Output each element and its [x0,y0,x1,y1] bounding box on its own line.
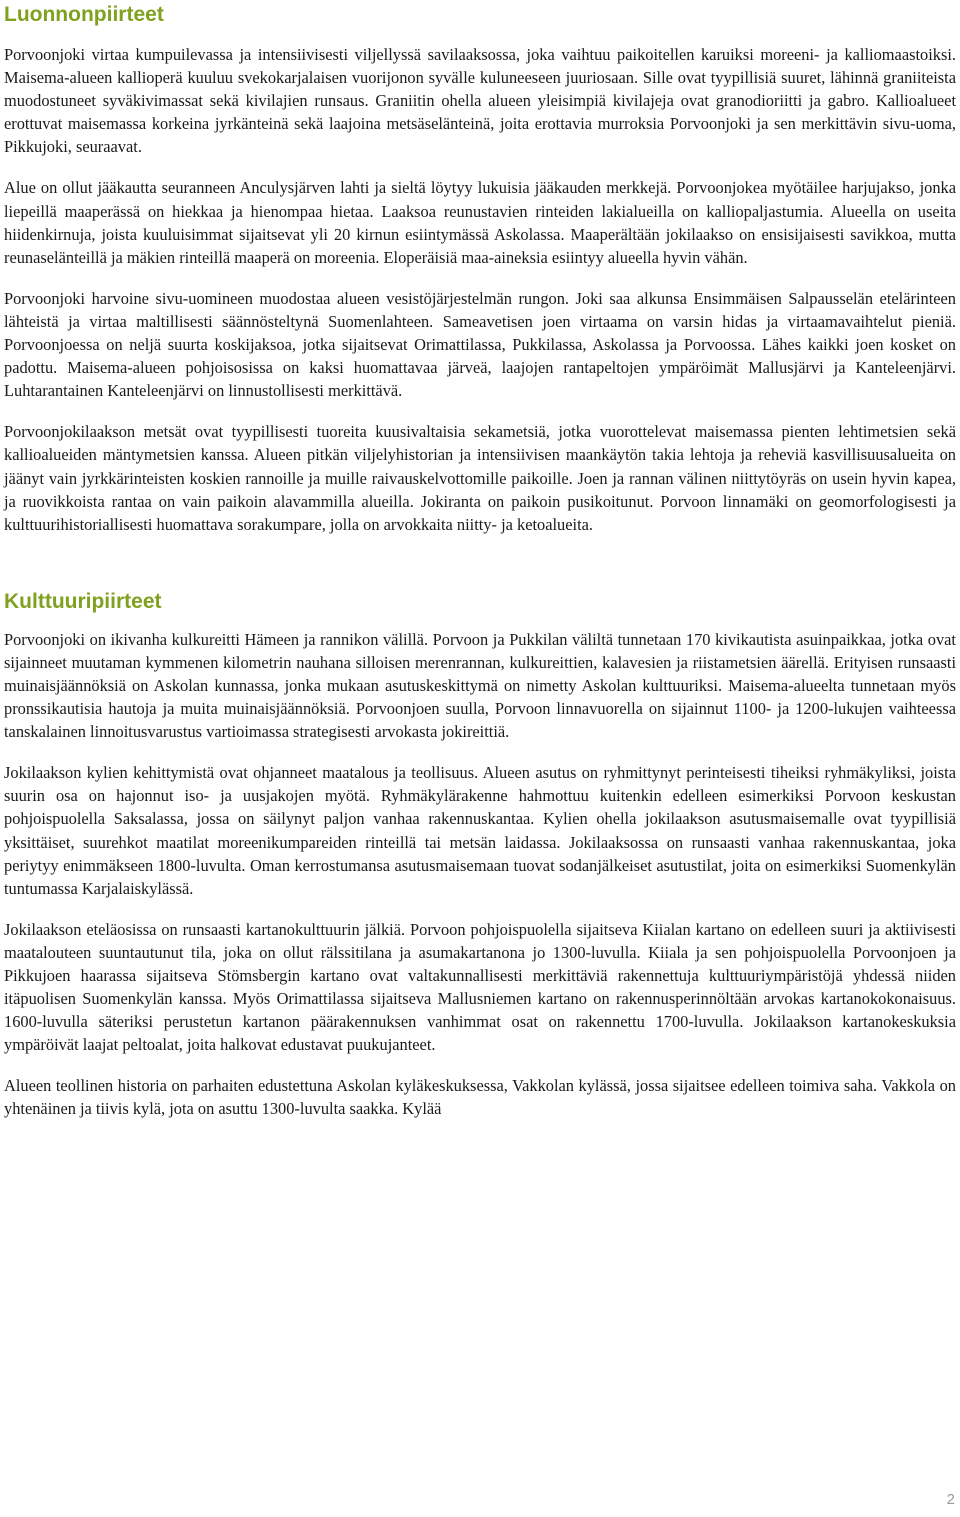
page-number: 2 [946,1491,955,1508]
paragraph-nature-1: Porvoonjoki virtaa kumpuilevassa ja intensiivisesti viljellyssä savilaaksossa, joka vaihtuu paikoitellen karuiksi moreeni- ja kalliomaastoiksi. Maisema-alueen kallioperä kuuluu svekokarjalaisen vuorijonon syvälle kuluneeseen juuriosaan. Sille ovat tyypillisiä suuret, lähinnä graniiteista muodostuneet syväkivimassat sekä kivilajien runsaus. Graniitin ohella alueen yleisimpiä kivilajeja ovat granodioriitti ja gabro. Kallioalueet erottuvat maisemassa korkeina jyrkänteinä sekä laajoina metsäselänteinä, joita erottavia murroksia Porvoonjoki ja sen merkittävin sivu-uoma, Pikkujoki, seuraavat. [4,45,956,157]
paragraph-culture-4: Alueen teollinen historia on parhaiten edustettuna Askolan kyläkeskuksessa, Vakkolan kylässä, jossa sijaitsee edelleen toimiva saha. Vakkola on yhtenäinen ja tiivis kylä, jota on asuttu 1300-luvulta saakka. Kylää [4,1076,956,1119]
paragraph-nature-4: Porvoonjokilaakson metsät ovat tyypillisesti tuoreita kuusivaltaisia sekametsiä, jotka vuorottelevat maisemassa pienten lehtimetsien sekä kallioalueiden mäntymetsien kanssa. Alueen pitkän viljelyhistorian ja intensiivisen maankäytön takia lehtoja ja reheviä kasvillisuusalueita on jäänyt vain jyrkkärinteisten koskien rannoille ja muille raivauskelvottomille paikoille. Joen ja rannan välinen niittytöyräs on usein hyvin kapea, ja ruovikkoista rantaa on vain paikoin alavammilla alueilla. Jokiranta on paikoin pusikoitunut. Porvoon linnamäki on geomorfologisesti ja kulttuurihistoriallisesti huomattava sorakumpare, jolla on arvokkaita niitty- ja ketoalueita. [4,422,956,534]
paragraph-nature-2: Alue on ollut jääkautta seuranneen Anculysjärven lahti ja sieltä löytyy lukuisia jääkauden merkkejä. Porvoonjokea myötäilee harjujakso, jonka liepeillä maaperässä on hiekkaa ja hienompaa hietaa. Laaksoa reunustavien rinteiden lakialueilla on kalliopaljastumia. Alueella on useita hiidenkirnuja, joista kuuluisimmat sijaitsevat yli 20 kirnun esiintymässä Askolassa. Maaperältään jokilaakso on ensisijaisesti savikkoa, mutta reunaselänteillä ja mäkien rinteillä maaperä on moreenia. Eloperäisiä maa-aineksia esiintyy alueella hyvin vähän. [4,178,956,267]
paragraph-nature-3: Porvoonjoki harvoine sivu-uomineen muodostaa alueen vesistöjärjestelmän rungon. Joki saa alkunsa Ensimmäisen Salpausselän etelärinteen lähteistä ja virtaa maltillisesti säännösteltynä Suomenlahteen. Sameavetisen joen virtaama on varsin hidas ja virtaamavaihtelut pieniä. Porvoonjoessa on neljä suurta koskijaksoa, jotka sijaitsevat Orimattilassa, Pukkilassa, Askolassa ja Porvoossa. Lähes kaikki joen kosket on padottu. Maisema-alueen pohjoisosissa on kaksi huomattavaa järveä, laajojen rantapeltojen ympäröimät Mallusjärvi ja Kanteleenjärvi. Luhtarantainen Kanteleenjärvi on linnustollisesti merkittävä. [4,288,956,401]
section-heading-nature: Luonnonpiirteet [4,3,164,26]
section-heading-culture: Kulttuuripiirteet [4,589,162,613]
paragraph-culture-3: Jokilaakson eteläosissa on runsaasti kartanokulttuurin jälkiä. Porvoon pohjoispuolella sijaitseva Kiialan kartano on edelleen suuri ja aktiivisesti maatalouteen suuntautunut tila, joka on ollut rälssitilana ja asumakartanona jo 1300-luvulla. Kiiala ja sen pohjoispuolella Porvoonjoen ja Pikkujoen haarassa sijaitseva Stömsbergin kartano ovat valtakunnallisesti merkittäviä rakennettuja kulttuuriympäristöjä yhdessä niiden itäpuolisen Suomenkylän kanssa. Myös Orimattilassa sijaitseva Mallusniemen kartano on rakennusperinnöltään arvokas kartanokokonaisuus. 1600-luvulla säteriksi perustetun kartanon päärakennuksen vanhimmat osat on rakennettu 1700-luvulla. Jokilaakson kartanokeskuksia ympäröivät laajat peltoalat, joita halkovat edustavat puukujanteet. [4,919,956,1055]
paragraph-culture-1: Porvoonjoki on ikivanha kulkureitti Hämeen ja rannikon välillä. Porvoon ja Pukkilan väliltä tunnetaan 170 kivikautista asuinpaikkaa, jotka ovat sijainneet muutaman kymmenen kilometrin nauhana silloisen merenrannan, kulkureittien, kalavesien ja riistametsien äärellä. Erityisen runsaasti muinaisjäännöksiä on Askolan kunnassa, jonka mukaan asutuskeskittymä on nimetty Askolan kulttuuriksi. Maisema-alueelta tunnetaan myös pronssikautisia hautoja ja muita muinaisjäännöksiä. Porvoonjoen suulla, Porvoon linnavuorella on sijainnut 1100- ja 1200-lukujen vaihteessa tanskalainen linnoitusvarustus vartioimassa strategisesti arvokasta jokireittiä. [4,629,956,742]
document-body [4,0,956,1121]
paragraph-culture-2: Jokilaakson kylien kehittymistä ovat ohjanneet maatalous ja teollisuus. Alueen asutus on ryhmittynyt perinteisesti tiheiksi ryhmäkyliksi, joista suurin osa on hajonnut iso- ja uusjakojen myötä. Ryhmäkylärakenne hahmottuu kuitenkin edelleen esimerkiksi Porvoon keskustan pohjoispuolella Saksalassa, jossa on säilynyt paljon vanhaa rakennuskantaa. Kylien ohella jokilaakson asutusmaisemalle ovat tyypillisiä yksittäiset, suurehkot maatilat moreenikumpareiden rinteillä tai metsän laidassa. Jokilaaksossa on runsaasti vanhaa rakennuskantaa, joka periytyy enimmäkseen 1800-luvulta. Oman kerrostumansa asutusmaisemaan tuovat sodanjälkeiset asutustilat, joita on esimerkiksi Suomenkylän tuntumassa Karjalaiskylässä. [4,763,956,898]
